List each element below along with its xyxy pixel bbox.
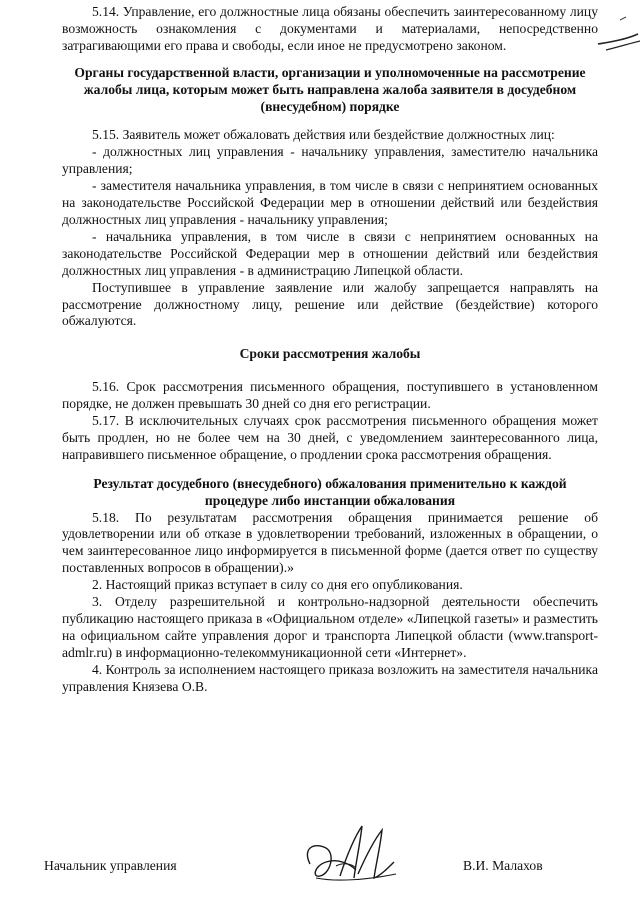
document-body (62, 4, 598, 696)
paragraph-2: 2. Настоящий приказ вступает в силу со дня его опубликования. (92, 577, 463, 593)
paragraph-5-14: 5.14. Управление, его должностные лица обязаны обеспечить заинтересованному лицу возможность ознакомления с документами и материалами, непосредственно затрагивающими его права и свободы, если иное не предусмотрено законом. (62, 4, 598, 53)
paragraph-5-15-d: Поступившее в управление заявление или жалобу запрещается направлять на рассмотрение должностному лицу, решение или действие (бездействие) которого обжалуются. (62, 279, 598, 329)
paragraph-5-16: 5.16. Срок рассмотрения письменного обращения, поступившего в установленном порядке, не должен превышать 30 дней со дня его регистрации. (62, 379, 598, 412)
signature-row (0, 858, 640, 878)
paragraph-4: 4. Контроль за исполнением настоящего приказа возложить на заместителя начальника управления Князева О.В. (62, 661, 598, 694)
position-title: Начальник управления (44, 858, 177, 873)
paragraph-5-15-b: - заместителя начальника управления, в том числе в связи с непринятием основанных на законодательстве Российской Федерации мер в отношении действий или бездействия должностных лиц управления - начальнику управления; (62, 178, 598, 227)
paragraph-5-15-a: - должностных лиц управления - начальнику управления, заместителю начальника управления; (62, 144, 598, 177)
section-heading-bodies: Органы государственной власти, организации и уполномоченные на рассмотрение жалобы лица, которым может быть направлена жалоба заявителя в досудебном (внесудебном) порядке (74, 64, 586, 114)
paragraph-5-17: 5.17. В исключительных случаях срок рассмотрения письменного обращения может быть продлен, но не более чем на 30 дней, с уведомлением заинтересованного лица, направившего письменное обращение, о продлении срока рассмотрения обращения. (62, 413, 598, 462)
paragraph-5-18: 5.18. По результатам рассмотрения обращения принимается решение об удовлетворении или об отказе в удовлетворении требований, изложенных в обращении, о чем заинтересованное лицо информируется в письменной форме (дается ответ по существу поставленных вопросов в обращении).» (62, 509, 598, 576)
paragraph-5-15-c: - начальника управления, в том числе в связи с непринятием основанных на законодательстве Российской Федерации мер в отношении действий или бездействия должностных лиц управления - в администрацию Липецкой области. (62, 228, 598, 278)
paragraph-5-15: 5.15. Заявитель может обжаловать действия или бездействие должностных лиц: (92, 127, 555, 143)
section-heading-terms: Сроки рассмотрения жалобы (239, 346, 421, 362)
paragraph-3: 3. Отделу разрешительной и контрольно-надзорной деятельности обеспечить публикацию настоящего приказа в «Официальном отделе» «Липецкой газеты» и разместить на официальном сайте управления дорог и транспорта Липецкой области (www.transport-admlr.ru) в информационно-телекоммуникационной сети «Интернет». (62, 594, 598, 660)
signer-name: В.И. Малахов (463, 858, 543, 873)
section-heading-result: Результат досудебного (внесудебного) обжалования применительно к каждой процедуре либо инстанции обжалования (93, 475, 567, 508)
handwritten-signature-icon (296, 818, 406, 890)
